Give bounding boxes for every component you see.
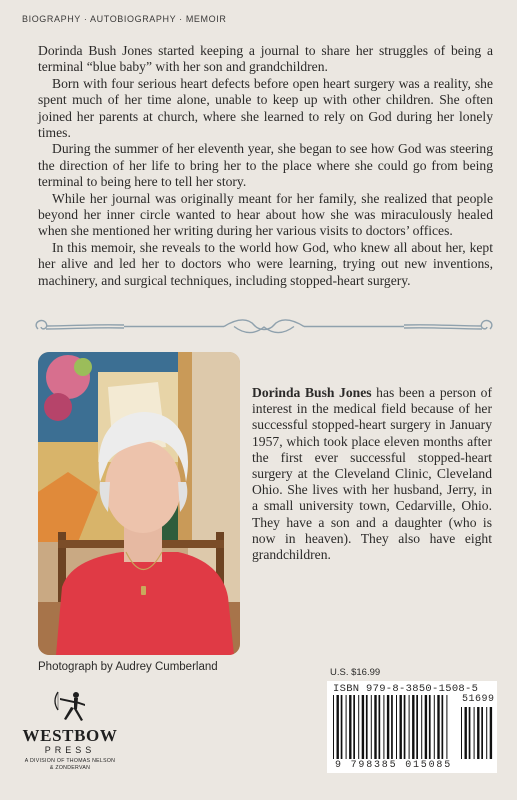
publisher-press: PRESS [44, 745, 96, 755]
blurb-paragraph: Born with four serious heart defects before open heart surgery was a reality, she spent much of her time alone, unable to keep up with other children. She often joined her parents at church, where she learned to rely on God during her lonely times. [38, 75, 493, 141]
isbn-text: ISBN 979-8-3850-1508-5 [333, 683, 479, 695]
publisher-logo [14, 686, 126, 786]
barcode-bar [341, 695, 343, 759]
publisher-name: WESTBOW [22, 726, 118, 745]
barcode-bar [346, 695, 347, 759]
barcode-bar [409, 695, 410, 759]
author-photo [38, 352, 240, 655]
barcode-bar [421, 695, 422, 759]
barcode-bar [371, 695, 372, 759]
barcode-bar [425, 695, 427, 759]
blurb-paragraph: In this memoir, she reveals to the world how God, who knew all about her, kept her alive and led her to doctors who were learning, trying out new inventions, machinery, and surgical techniques, including stopped-heart surgery. [38, 239, 493, 288]
barcode-bar [434, 695, 435, 759]
isbn-barcode [327, 681, 497, 773]
barcode-bar [486, 707, 487, 759]
barcode-bar [416, 695, 418, 759]
barcode-bar [404, 695, 406, 759]
barcode-bar [333, 695, 334, 759]
barcode-bar [412, 695, 414, 759]
barcode-bar [442, 695, 444, 759]
barcode-bar [391, 695, 393, 759]
addon-barcode-bars [461, 707, 493, 759]
barcode-bar [379, 695, 381, 759]
barcode-bar [465, 707, 467, 759]
author-bio-text: has been a person of interest in the medical field because of her successful stopped-heart surgery in January 1957, which took place eleven months after the first ever successful stopped-heart surgery at the Cleveland Clinic, Cleveland Ohio. She lives with her husband, Jerry, in a small university town, Cedarville, Ohio. They have a son and a daughter (who is now in heaven). They also have eight grandchildren. [252, 385, 492, 563]
genre-line: BIOGRAPHY · AUTOBIOGRAPHY · MEMOIR [22, 14, 227, 24]
barcode-bar [437, 695, 439, 759]
barcode-bar [469, 707, 471, 759]
barcode-bar [358, 695, 359, 759]
barcode-bar [337, 695, 339, 759]
barcode-bar [429, 695, 431, 759]
book-blurb [38, 43, 493, 289]
barcode-bar [477, 707, 479, 759]
barcode-bar [400, 695, 402, 759]
barcode-number: 9 798385 015085 [335, 760, 453, 771]
barcode-bar [474, 707, 475, 759]
barcode-bar [366, 695, 368, 759]
barcode-bars [333, 695, 451, 759]
publisher-division-line: & ZONDERVAN [49, 765, 91, 771]
barcode-bar [396, 695, 397, 759]
barcode-bar [490, 707, 492, 759]
photo-caption: Photograph by Audrey Cumberland [38, 661, 218, 673]
barcode-bar [353, 695, 355, 759]
blurb-paragraph: During the summer of her eleventh year, she began to see how God was steering the direction of her life to bring her to the place where she could go from being terminal to being here to tell her story. [38, 141, 493, 190]
author-bio [252, 385, 492, 563]
publisher-division-line: A DIVISION OF THOMAS NELSON [24, 758, 116, 764]
barcode-bar [362, 695, 364, 759]
author-name: Dorinda Bush Jones [252, 385, 372, 400]
price-label: U.S. $16.99 [330, 667, 381, 678]
archer-icon [52, 690, 90, 724]
addon-number: 51699 [462, 694, 495, 705]
barcode-bar [349, 695, 351, 759]
barcode-bar [387, 695, 389, 759]
barcode-bar [481, 707, 483, 759]
barcode-bar [461, 707, 462, 759]
blurb-paragraph: Dorinda Bush Jones started keeping a journal to share her struggles of being a terminal “blue baby” with her son and grandchildren. [38, 43, 493, 75]
ornamental-divider [34, 315, 494, 339]
blurb-paragraph: While her journal was originally meant for her family, she realized that people beyond her inner circle wanted to hear about how she was miraculously healed when she mentioned her writing during her various visits to doctors’ offices. [38, 190, 493, 239]
barcode-bar [374, 695, 376, 759]
barcode-bar [383, 695, 384, 759]
barcode-bar [446, 695, 447, 759]
